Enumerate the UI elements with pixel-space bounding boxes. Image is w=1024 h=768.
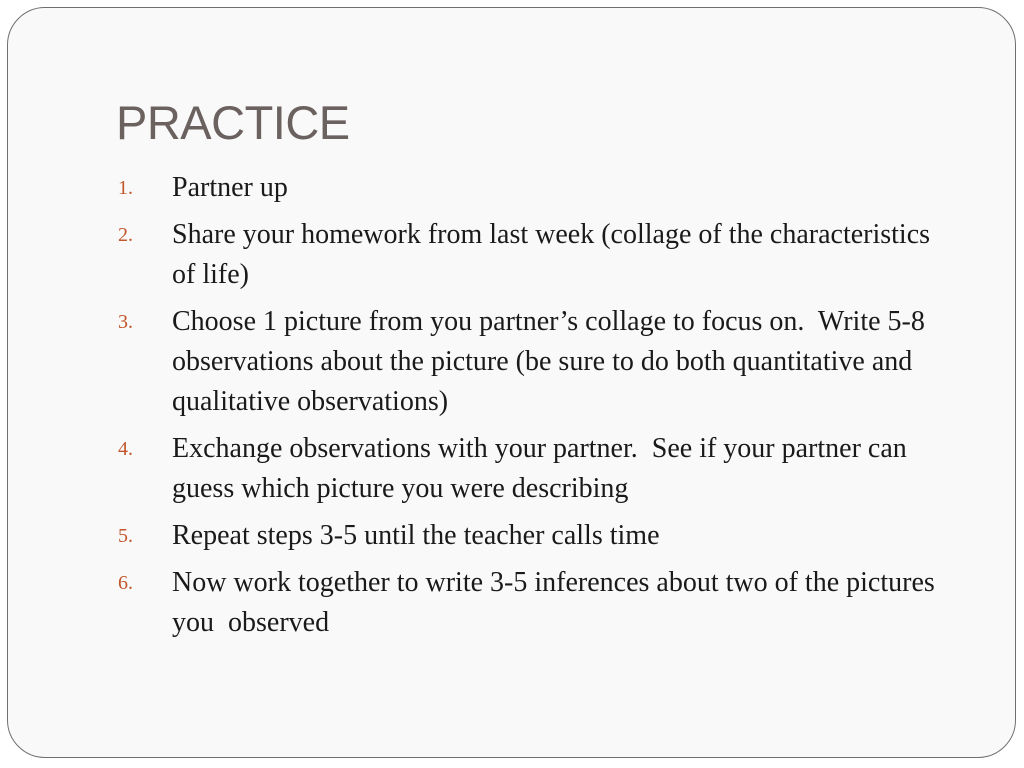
step-text: Choose 1 picture from you partner’s collage to focus on. Write 5-8 observations about the picture (be sure to do both quantitative and qualitative observations) (172, 306, 932, 417)
step-item-3 (104, 302, 944, 422)
step-number: 6. (118, 572, 133, 594)
steps-list (104, 168, 944, 650)
step-text: Repeat steps 3-5 until the teacher calls time (172, 520, 660, 551)
step-number: 3. (118, 311, 133, 333)
slide-title: PRACTICE (116, 96, 350, 149)
step-item-6 (104, 563, 944, 643)
slide-frame (7, 7, 1016, 758)
step-number: 4. (118, 438, 133, 460)
step-number: 1. (118, 177, 133, 199)
step-item-1 (104, 168, 944, 208)
step-number: 2. (118, 224, 133, 246)
step-text: Share your homework from last week (collage of the characteristics of life) (172, 219, 938, 290)
step-text: Partner up (172, 172, 288, 203)
step-number: 5. (118, 525, 133, 547)
step-item-5 (104, 516, 944, 556)
step-text: Now work together to write 3-5 inferences about two of the pictures you observed (172, 567, 942, 638)
step-item-4 (104, 429, 944, 509)
step-text: Exchange observations with your partner. See if your partner can guess which picture you were describing (172, 433, 914, 504)
step-item-2 (104, 215, 944, 295)
